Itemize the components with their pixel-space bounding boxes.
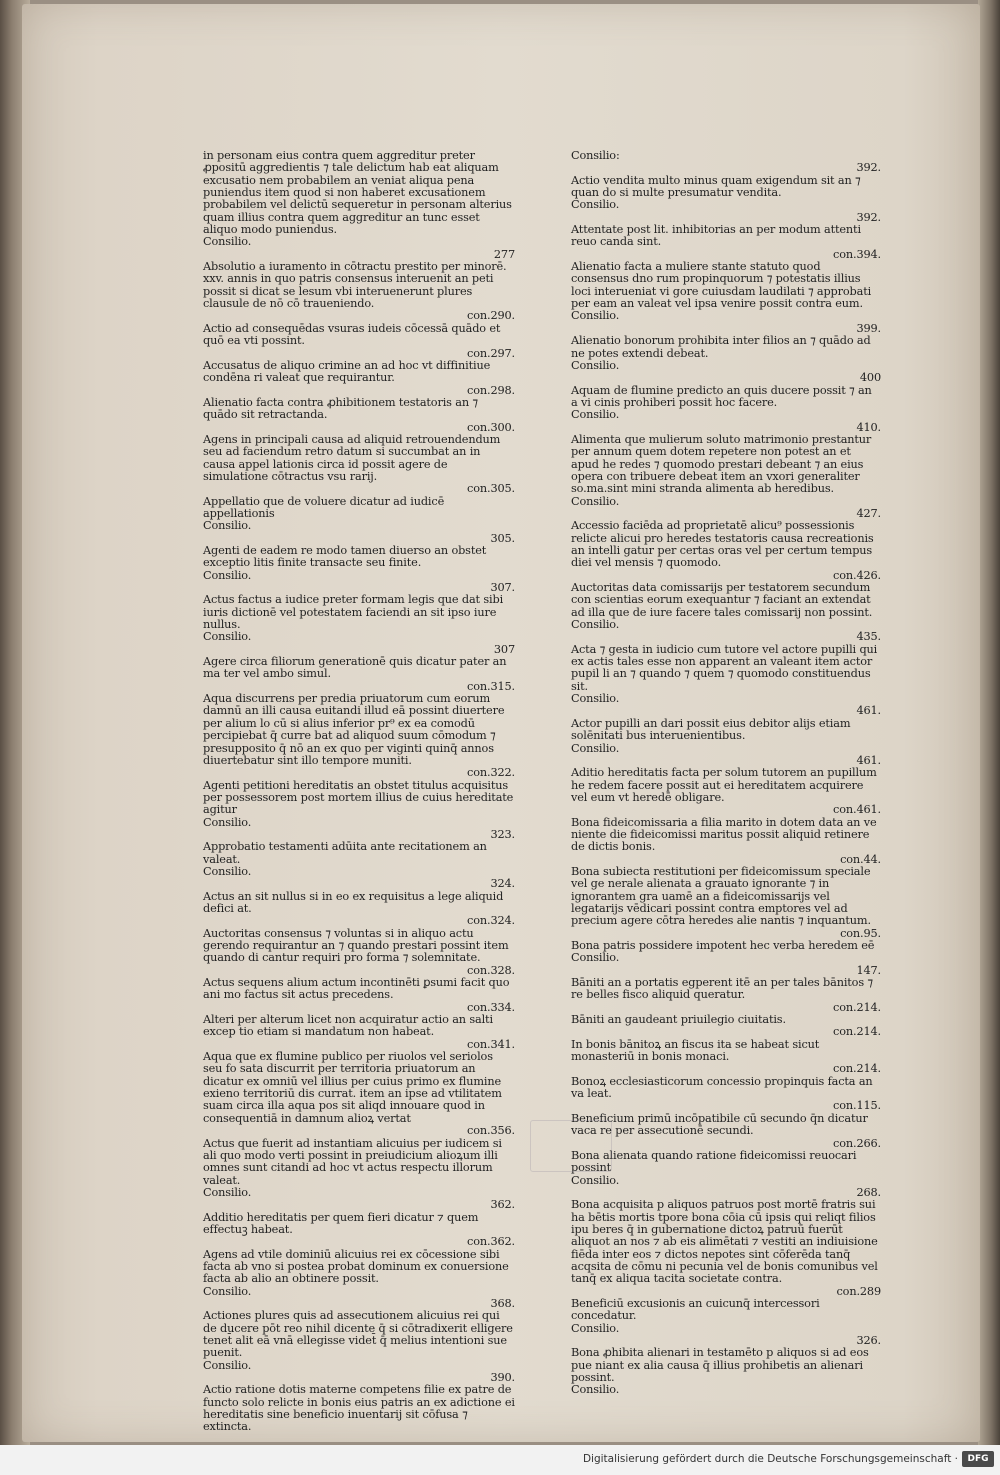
entry-text: Beneficium primū incōpatibile cū secundo q̄n dicatur vaca re per assecutionē secundi. [571,1111,868,1138]
entry-text: Accessio faciēda ad proprietatē alicu⁹ possessionis relicte alicui pro heredes testatoris causa recreationis an intelli gatur per certas oras vel per certum tempus diei vel mensis ⁊ quomodo. [571,519,874,570]
entry-text: in personam eius contra quem aggreditur preter ꝓpositū aggredientis ⁊ tale delictum hab eat aliquam excusatio nem probabilem an veniat aliqua pena puniendus item quod si non haberet excusationem probabilem vel delictū sequeretur in personam alterius quam illius contra quem aggreditur an tunc esset aliquo modo puniendus. [203,149,512,237]
index-entry [571,767,881,816]
index-entry [571,1039,881,1076]
entry-text: Appellatio que de voluere dicatur ad iudicē appellationis [203,494,445,520]
index-entry [571,693,881,718]
entry-text: Alteri per alterum licet non acquiratur actio an salti excep tio etiam si mandatum non habeat. [203,1013,493,1039]
entry-text: Absolutio a iuramento in cōtractu prestito per minorē. xxv. annis in quo patris consensus interuenit an peti possit si dicat se lesum vbi interuenerunt plures clausule de nō cō traueniendo. [203,260,507,311]
entry-text: Consilio. [203,568,252,582]
index-entry [571,582,881,619]
index-entry [203,397,515,434]
entry-reference: 305. [490,531,515,545]
index-entry [571,977,881,1014]
index-entry [571,718,881,743]
page-edge-right [978,0,1000,1445]
index-entry [571,496,881,521]
entry-reference: con.322. [467,766,515,780]
index-entry [203,977,515,1014]
entry-reference: 362. [490,1198,515,1212]
index-entry [571,1384,881,1396]
index-entry [571,1175,881,1200]
index-entry [571,335,881,360]
entry-reference: con.426. [833,568,881,582]
index-entry [203,570,515,595]
entry-text: Aquam de flumine predicto an quis ducere possit ⁊ an a vi cinis prohiberi possit hoc facere. [571,383,872,409]
index-entry [571,150,881,175]
entry-text: Consilio. [571,692,620,706]
entry-reference: 323. [490,827,515,841]
entry-reference: con.328. [467,963,515,977]
entry-text: Agenti petitioni hereditatis an obstet titulus acquisitus per possessorem post mortem illius de cuius hereditate agitur [203,778,514,817]
index-entry [571,1199,881,1298]
entry-text: Consilio. [571,358,620,372]
index-entry [203,631,515,656]
entry-text: Bonoꝝ ecclesiasticorum concessio propinquis facta an va leat. [571,1074,873,1101]
entry-text: Auctoritas data comissarijs per testatorem secundum con scientias eorum exequantur ⁊ faciant an extendat ad illa que de iure facere tales comissarij non possint. [571,581,873,619]
index-entry [571,310,881,335]
entry-reference: 427. [856,506,881,520]
index-entry [203,866,515,891]
entry-reference: 277 [493,247,515,261]
entry-text: Alienatio facta contra ꝓhibitionem testatoris an ⁊ quādo sit retractanda. [203,395,478,422]
entry-text: Actus an sit nullus si in eo ex requisitus a lege aliquid defici at. [203,889,504,915]
entry-text: Consilio. [571,1173,620,1187]
funding-notice: Digitalisierung gefördert durch die Deutsche Forschungsgemeinschaft · [582,1453,958,1465]
entry-text: Bona fideicomissaria a filia marito in dotem data an ve niente die fideicomissi maritus possit aliquid retinere de dictis bonis. [571,815,877,854]
index-entry [203,1249,515,1286]
index-entry [203,496,515,521]
entry-reference: 392. [856,161,881,175]
entry-text: Bona alienata quando ratione fideicomissi reuocari possint [571,1148,857,1175]
entry-reference: con.44. [840,852,881,866]
entry-reference: 461. [856,753,881,767]
entry-reference: 435. [856,630,881,644]
entry-text: Aqua que ex flumine publico per riuolos vel seriolos seu fo sata discurrit per territoria priuatorum an dicatur ex omniū vel illius per cuius primo ex flumine exieno territoriū dis currat. item an ipse ad vtilitatem suam circa illa aqua pos sit aliqd innouare quod in consequentiā in damnum alioꝝ vertat [203,1050,502,1125]
entry-text: Agenti de eadem re modo tamen diuerso an obstet exceptio litis finite transacte seu finite. [203,544,487,570]
entry-reference: con.290. [467,309,515,323]
entry-reference: con.266. [833,1136,881,1150]
index-entry [571,224,881,261]
entry-text: Consilio. [571,309,620,323]
entry-reference: con.341. [467,1037,515,1051]
index-entry [571,199,881,224]
entry-text: Aqua discurrens per predia priuatorum cum eorum damnū an illi causa euitandi illud eā possint diuertere per alium lo cū si alius inferior pr⁹ ex ea comodū percipiebat q̄ curre bat ad aliquod suum cōmodum ⁊ presupposito q̄ nō an ex quo per viginti quinq̄ annos diuertebatur sint illo tempore muniti. [203,692,505,767]
index-entry [203,656,515,693]
entry-text: Consilio. [571,741,620,755]
entry-text: Alienatio facta a muliere stante statuto quod consensus dno rum propinquorum ⁊ potestatis illius loci interueniat vi gore cuiusdam laudilati ⁊ approbati per eam an valeat vel ipsa venire possit contra eum. [571,260,872,311]
index-entry [203,1212,515,1249]
entry-text: Bāniti an gaudeant priuilegio ciuitatis. [571,1013,786,1027]
entry-reference: 307. [490,581,515,595]
entry-text: Consilio. [571,1383,620,1397]
entry-text: Acta ⁊ gesta in iudicio cum tutore vel actore pupilli qui ex actis tales esse non apparent an valeant item actor pupil li an ⁊ quando ⁊ quem ⁊ quomodo constituendus sit. [571,642,878,693]
entry-text: Consilio. [571,618,620,632]
index-entry [571,644,881,693]
index-entry [203,780,515,817]
entry-reference: con.362. [467,1235,515,1249]
entry-text: Actiones plures quis ad assecutionem alicuius rei qui de ducere pōt reo nihil dicente q̄ si cōtradixerit elligere tenet̄ alit eā vnā ellegisse videt̄ q̄ melius intentioni sue puenit. [203,1309,513,1360]
entry-text: Beneficiū excusionis an cuicunq̄ intercessori concedatur. [571,1296,820,1323]
entry-text: Consilio: [571,149,620,162]
entry-reference: con.214. [833,1000,881,1014]
entry-reference: con.305. [467,482,515,496]
index-entry [203,693,515,779]
entry-reference: con.297. [467,346,515,360]
entry-reference: 400 [859,371,881,385]
index-entry [203,1384,515,1433]
entry-reference: con.324. [467,914,515,928]
index-entry [571,261,881,310]
index-entry [571,817,881,866]
index-entry [571,1323,881,1348]
entry-text: Consilio. [571,494,620,508]
entry-text: Consilio. [203,864,252,878]
entry-text: Bona patris possidere impotent hec verba heredem eē [571,939,875,952]
entry-text: Bāniti an a portatis egperent itē an per tales bānitos ⁊ re belles fisco aliquid queratur. [571,976,873,1002]
index-entry [203,1051,515,1137]
index-entry [571,952,881,977]
index-entry [571,360,881,385]
entry-reference: 461. [856,704,881,718]
index-entry [203,1014,515,1051]
entry-reference: 368. [490,1296,515,1310]
entry-text: Consilio. [571,951,620,965]
index-entry [203,1138,515,1187]
index-entry [571,1150,881,1175]
index-entry [203,520,515,545]
index-entry [203,1286,515,1311]
index-entry [571,1113,881,1150]
entry-text: Bona acquisita p aliquos patruos post mortē fratris sui ha bētis mortis tpore bona cōia cū ipsis qui reliqt filios ipu beres q̄ in gubernatione dictoꝝ patruū fuerūt aliquot an nos ⁊ ab eis alimētati ⁊ vestiti an indiuisione fiēda inter eos ⁊ dictos nepotes sint cōferēda tanq̄ acqsita de cōmu ni pecunia vel de bonis comunibus vel tanq̄ ex aliqua tacita societate contra. [571,1198,878,1286]
entry-text: Actio ratione dotis materne competens filie ex patre de functo solo relicte in bonis eius patris an ex adictione ei hereditatis sine beneficio inuentarij sit cōfusa ⁊ extincta. [203,1383,515,1434]
entry-text: Alienatio bonorum prohibita inter filios an ⁊ quādo ad ne potes extendi debeat. [571,334,871,360]
index-entry [203,323,515,360]
index-entry [203,1310,515,1359]
entry-reference: 268. [856,1185,881,1199]
index-entry [203,841,515,866]
entry-reference: con.461. [833,803,881,817]
entry-reference: 399. [856,321,881,335]
entry-text: Additio hereditatis per quem fieri dicatur ⁊ quem effectuꝫ habeat. [203,1210,479,1236]
entry-text: Bona ꝓhibita alienari in testamēto p aliquos si ad eos pue niant ex alia causa q̄ illius prohibetis an alienari possint. [571,1346,869,1385]
entry-text: Actus factus a iudice preter formam legis que dat sibi iuris dictionē vel potestatem faciendi an sit ipso iure nullus. [203,593,504,632]
entry-text: Accusatus de aliquo crimine an ad hoc vt diffinitiue condēna ri valeat que requirantur. [203,358,491,385]
index-entry [203,360,515,397]
index-entry [571,743,881,768]
entry-text: Consilio. [203,519,252,533]
entry-reference: con.315. [467,679,515,693]
index-entry [571,175,881,200]
entry-text: Consilio. [203,1185,252,1199]
index-entry [571,385,881,410]
entry-reference: 410. [856,420,881,434]
entry-reference: con.394. [833,247,881,261]
entry-text: Agens in principali causa ad aliquid retrouendendum seu ad faciendum retro datum si succumbat an in causa appel lationis circa id possit agere de simulatione cōtractus vsu rarij. [203,432,501,483]
entry-text: Agere circa filiorum generationē quis dicatur pater an ma ter vel ambo simul. [203,655,507,681]
entry-text: Actus que fuerit ad instantiam alicuius per iudicem si ali quo modo verti possint in preiudicium alioꝝum illi omnes sunt citandi ad hoc vt actus respectu illorum valeat. [203,1136,502,1187]
entry-reference: 392. [856,210,881,224]
entry-reference: 147. [856,963,881,977]
entry-text: Actus sequens alium actum incontinēti ꝑsumi facit quo ani mo factus sit actus precedens. [203,976,510,1002]
index-entry [571,619,881,644]
entry-text: Consilio. [571,198,620,212]
entry-reference: con.289 [836,1284,881,1298]
entry-text: Consilio. [203,1358,252,1372]
entry-text: Bona subiecta restitutioni per fideicomissum speciale vel ge nerale alienata a grauato ignorante ⁊ in ignorantem gra uamē an a fideicomissarijs vel legatarijs vēdicari possint contra emptores vel ad precium agere cōtra heredes alie nantis ⁊ inquantum. [571,864,871,928]
index-entry [203,594,515,631]
index-entry [571,1298,881,1323]
entry-text: In bonis bānitoꝝ an fiscus ita se habeat sicut monasteriū in bonis monaci. [571,1037,820,1064]
entry-reference: 326. [856,1334,881,1347]
entry-reference: con.356. [467,1124,515,1138]
entry-reference: 390. [490,1371,515,1385]
index-entry [203,1360,515,1385]
dfg-logo: DFG [962,1451,994,1467]
index-entry [203,928,515,977]
entry-text: Attentate post lit. inhibitorias an per modum attenti reuo canda sint. [571,223,861,249]
index-entry [203,236,515,261]
entry-reference: con.214. [833,1025,881,1039]
entry-reference: con.298. [467,383,515,397]
entry-text: Actio ad consequēdas vsuras iudeis cōcessā quādo et quō ea vti possint. [203,321,501,348]
index-entry [571,1014,881,1039]
entry-text: Agens ad vtile dominiū alicuius rei ex cōcessione sibi facta ab vno si postea probat dominum ex conuersione facta ab alio an obtinere possit. [203,1247,509,1286]
entry-text: Consilio. [203,235,252,249]
footer-bar [0,1445,1000,1475]
index-entry [571,409,881,434]
entry-text: Approbatio testamenti adūita ante recitationem an valeat. [203,840,487,866]
entry-reference: con.95. [840,926,881,940]
index-entry [571,434,881,496]
index-column-right [571,150,881,1397]
entry-text: Actio vendita multo minus quam exigendum sit an ⁊ quan do si multe presumatur vendita. [571,173,861,200]
index-entry [203,434,515,496]
entry-reference: 307 [493,642,515,656]
index-entry [203,817,515,842]
index-column-left [203,150,515,1434]
stamp-bleed-through [530,1120,612,1172]
index-entry [203,891,515,928]
index-entry [203,261,515,323]
index-entry [571,1076,881,1113]
index-entry [203,150,515,236]
index-entry [571,520,881,582]
entry-reference: con.334. [467,1000,515,1014]
entry-text: Auctoritas consensus ⁊ voluntas si in aliquo actu gerendo requirantur an ⁊ quando prestari possint item quando di cantur requiri pro forma ⁊ solemnitate. [203,926,509,965]
entry-reference: 324. [490,877,515,891]
entry-text: Consilio. [571,408,620,422]
entry-text: Actor pupilli an dari possit eius debitor alijs etiam solēnitati bus interuenientibus. [571,716,851,743]
entry-reference: con.214. [833,1062,881,1076]
entry-text: Consilio. [203,1284,252,1298]
index-entry [203,1187,515,1212]
index-entry [203,545,515,570]
index-entry [571,1347,881,1384]
entry-text: Aditio hereditatis facta per solum tutorem an pupillum he redem facere possit aut ei hereditatem acquirere vel eum vt heredē obligare. [571,766,877,804]
entry-text: Alimenta que mulierum soluto matrimonio prestantur per annum quem dotem repetere non potest an et apud he redes ⁊ quomodo prestari debeant ⁊ an eius opera con tribuere debeat item an vxori generaliter so.ma.sint mini stranda alimenta ab heredibus. [571,432,872,496]
entry-text: Consilio. [203,815,252,829]
entry-text: Consilio. [203,630,252,644]
entry-reference: con.115. [833,1099,881,1113]
index-entry [571,866,881,940]
entry-text: Consilio. [571,1321,620,1335]
entry-reference: con.300. [467,420,515,434]
